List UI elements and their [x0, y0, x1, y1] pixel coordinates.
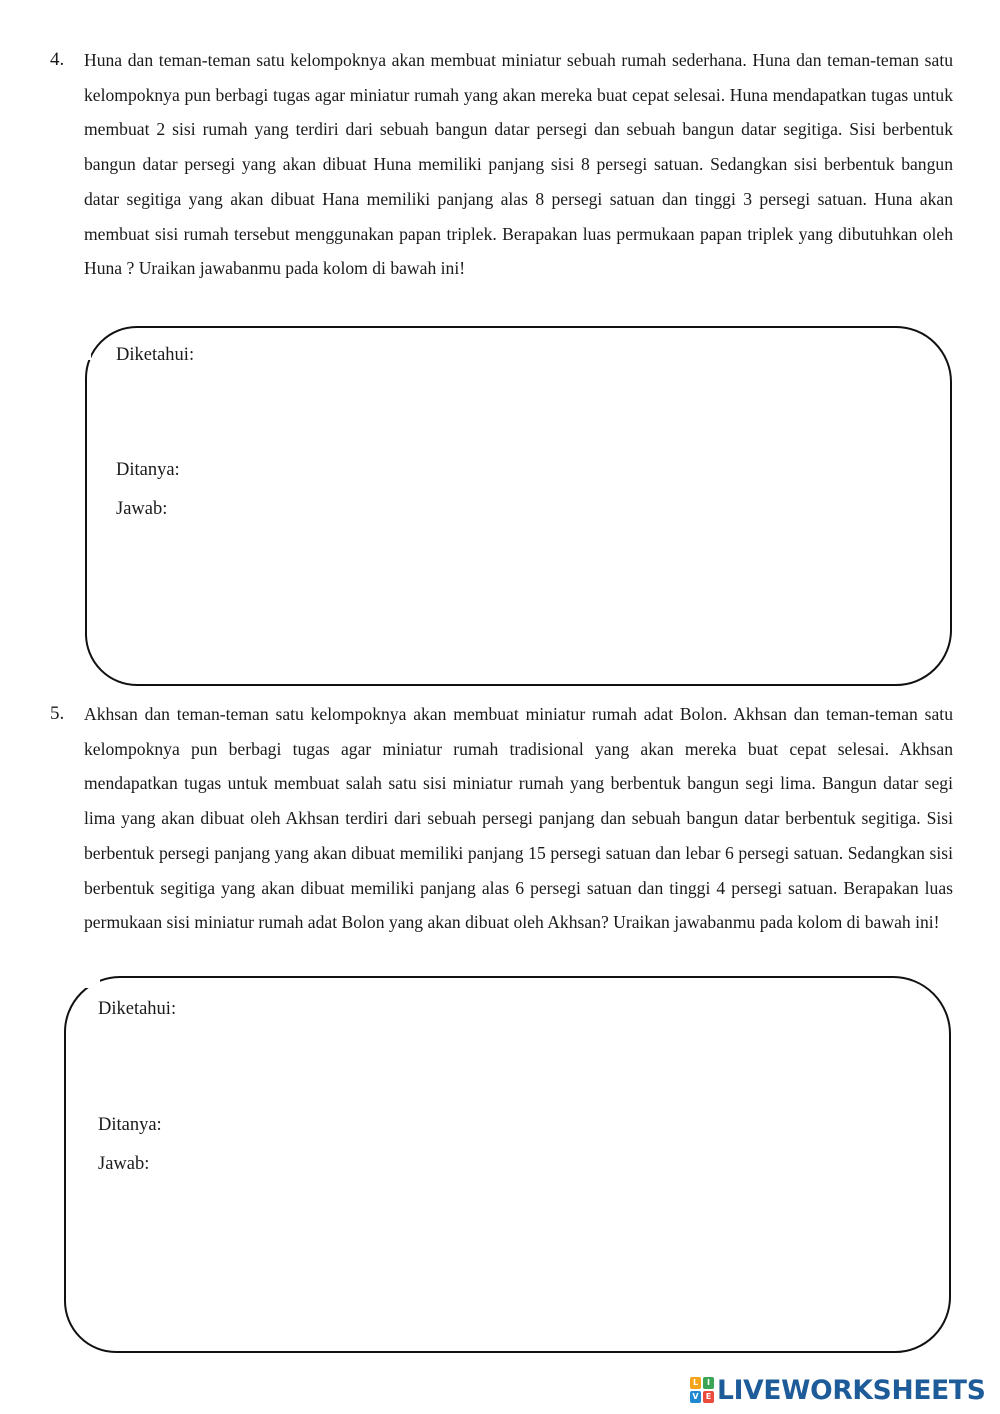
answer-box-4[interactable] [85, 326, 952, 686]
liveworksheets-watermark [690, 1372, 986, 1408]
logo-cell: L [690, 1377, 701, 1389]
question-number: 5. [50, 703, 65, 724]
question-5 [50, 697, 953, 940]
question-4 [50, 43, 953, 286]
known-label: Diketahui: [116, 345, 195, 365]
watermark-text: LIVEWORKSHEETS [717, 1374, 986, 1406]
question-text: Akhsan dan teman-teman satu kelompoknya akan membuat miniatur rumah adat Bolon. Akhsan dan teman-teman satu kelompoknya pun berbagi tugas agar miniatur rumah tradisional yang akan mereka buat cepat selesai. Akhsan mendapatkan tugas untuk membuat salah satu sisi miniatur rumah yang berbentuk bangun segi lima. Bangun datar segi lima yang akan dibuat oleh Akhsan terdiri dari sebuah persegi panjang dan sebuah bangun datar berbentuk segitiga. Sisi berbentuk persegi panjang yang akan dibuat memiliki panjang 15 persegi satuan dan lebar 6 persegi satuan. Sedangkan sisi berbentuk segitiga yang akan dibuat memiliki panjang alas 6 persegi satuan dan tinggi 4 persegi satuan. Berapakan luas permukaan sisi miniatur rumah adat Bolon yang akan dibuat oleh Akhsan? Uraikan jawabanmu pada kolom di bawah ini! [84, 704, 953, 933]
box-border-gap [80, 972, 100, 988]
logo-cell: V [690, 1391, 701, 1403]
asked-label: Ditanya: [116, 460, 180, 480]
logo-cell: E [703, 1391, 714, 1403]
known-label: Diketahui: [98, 999, 177, 1019]
box-border-gap [81, 336, 91, 360]
answer-box-5[interactable] [64, 976, 951, 1353]
answer-label: Jawab: [116, 499, 168, 519]
answer-label: Jawab: [98, 1154, 150, 1174]
question-number: 4. [50, 49, 65, 70]
liveworksheets-logo-icon [690, 1377, 714, 1403]
asked-label: Ditanya: [98, 1115, 162, 1135]
logo-cell: I [703, 1377, 714, 1389]
question-text: Huna dan teman-teman satu kelompoknya akan membuat miniatur sebuah rumah sederhana. Huna dan teman-teman satu kelompoknya pun berbagi tugas agar miniatur rumah yang akan mereka buat cepat selesai. Huna mendapatkan tugas untuk membuat 2 sisi rumah yang terdiri dari sebuah bangun datar persegi dan sebuah bangun datar segitiga. Sisi berbentuk bangun datar persegi yang akan dibuat Huna memiliki panjang sisi 8 persegi satuan. Sedangkan sisi berbentuk bangun datar segitiga yang akan dibuat Hana memiliki panjang alas 8 persegi satuan dan tinggi 3 persegi satuan. Huna akan membuat sisi rumah tersebut menggunakan papan triplek. Berapakan luas permukaan papan triplek yang dibutuhkan oleh Huna ? Uraikan jawabanmu pada kolom di bawah ini! [84, 50, 953, 279]
